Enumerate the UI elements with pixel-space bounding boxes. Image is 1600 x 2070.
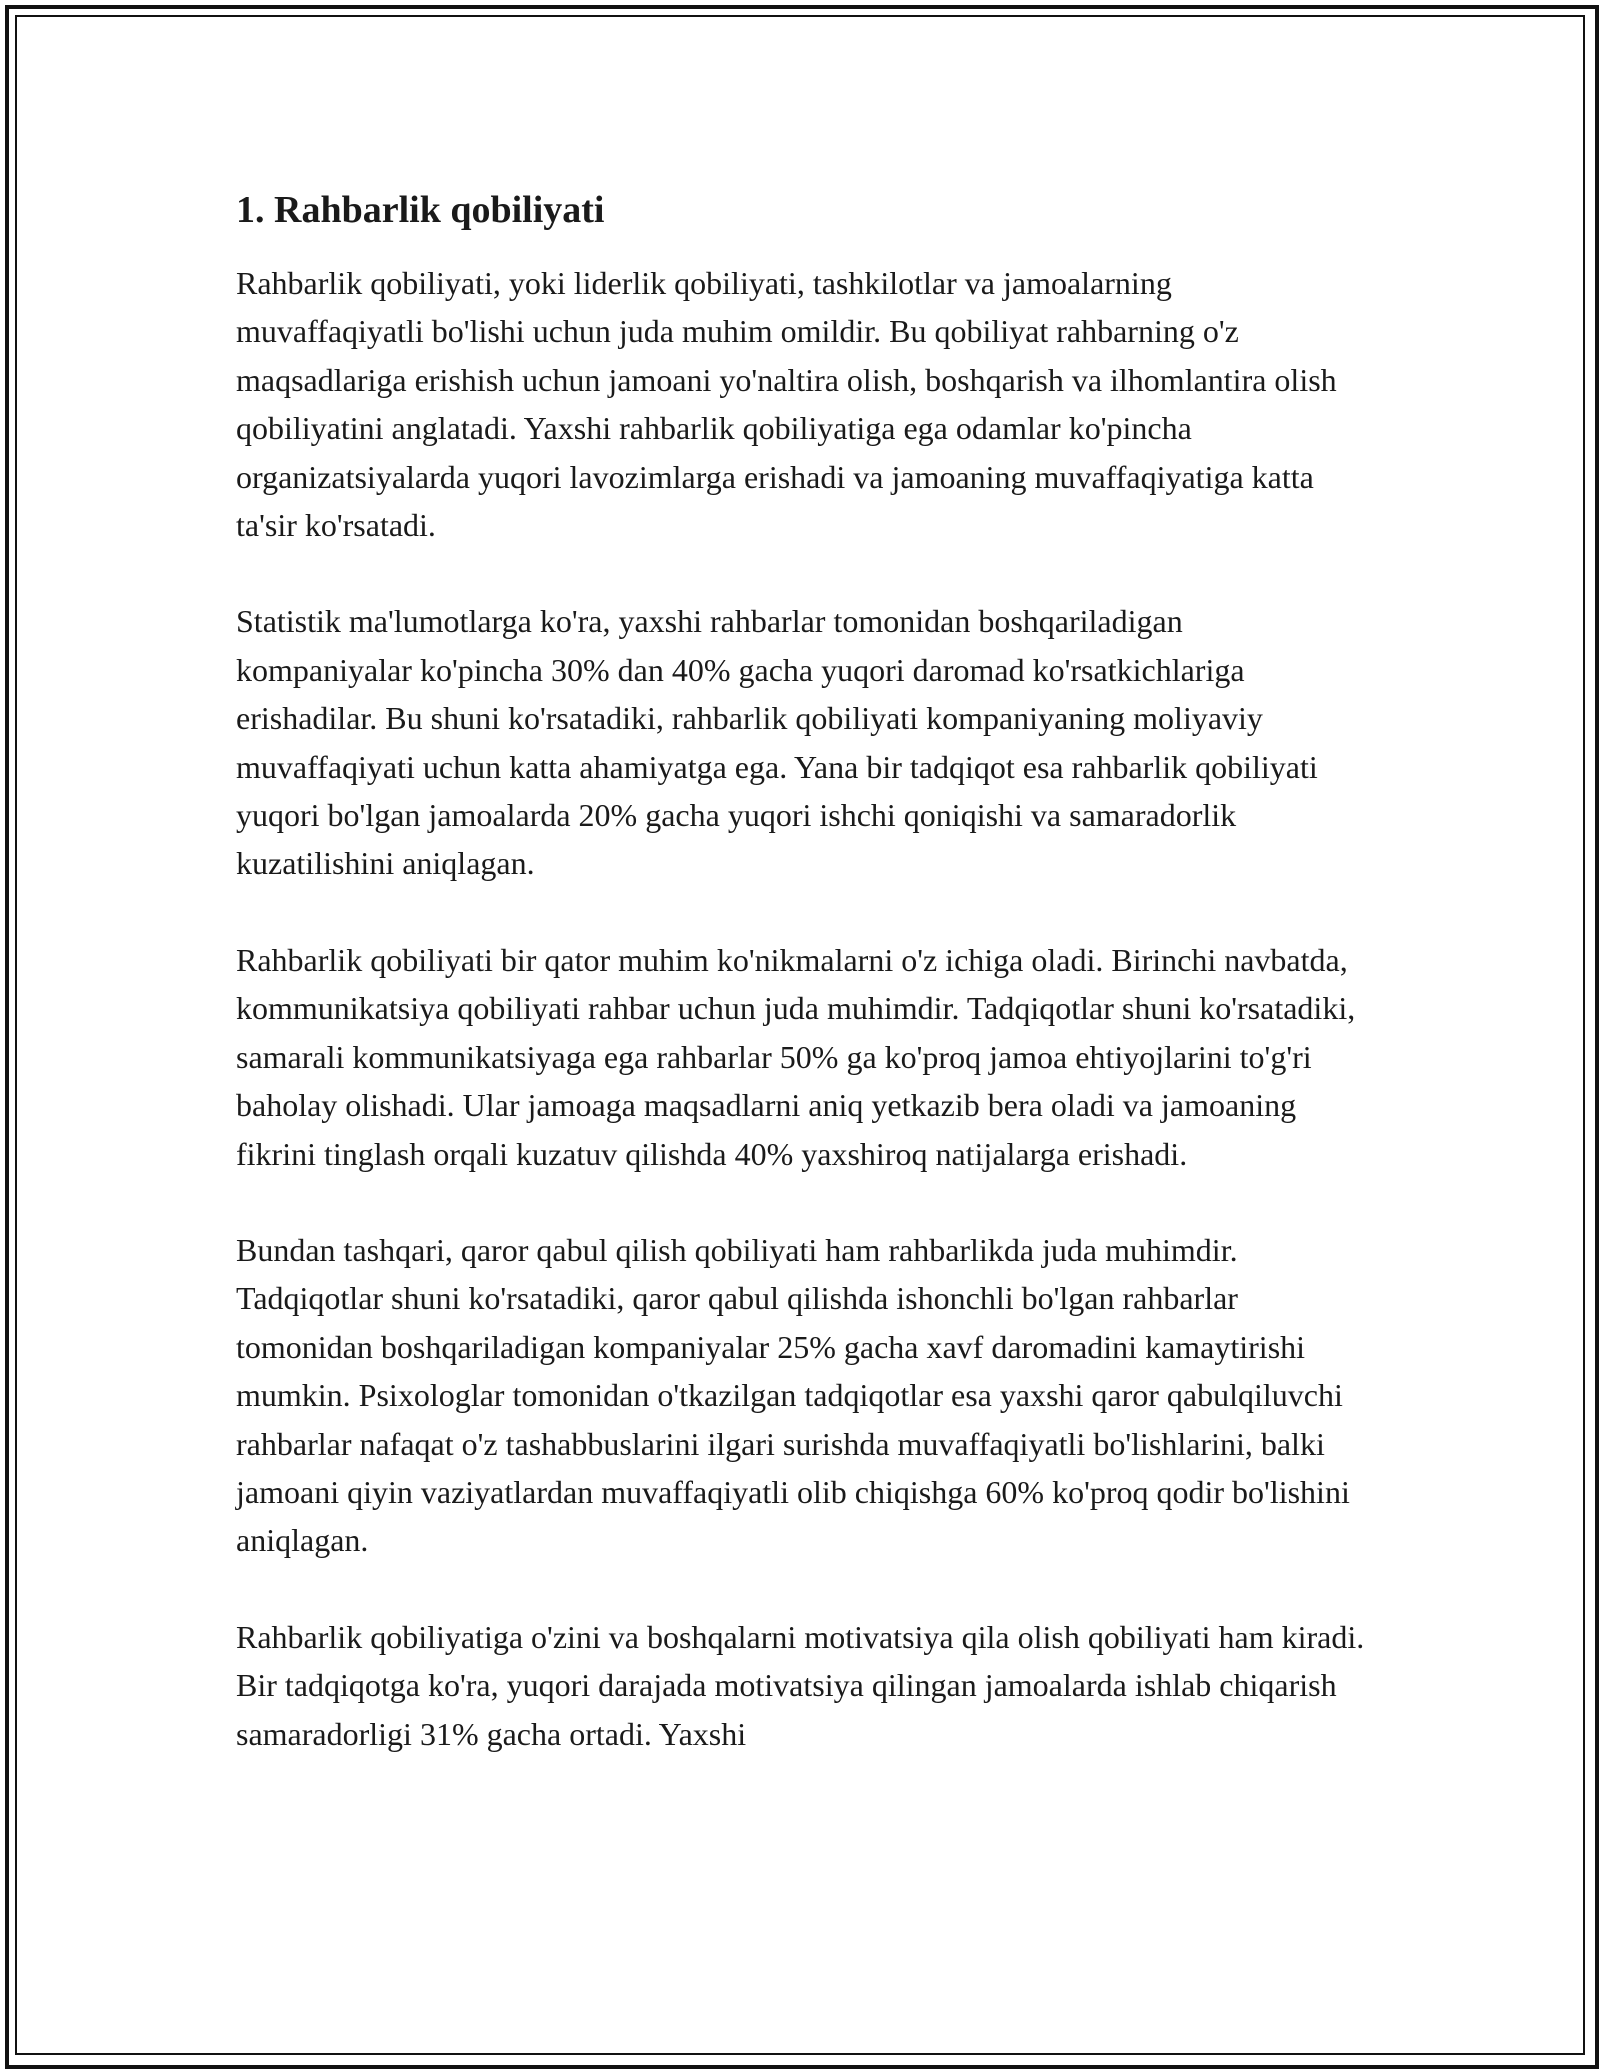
paragraph-intro: Rahbarlik qobiliyati, yoki liderlik qobiliyati, tashkilotlar va jamoalarning muvaffaqiyatli bo'lishi uchun juda muhim omildir. Bu qobiliyat rahbarning o'z maqsadlariga erishish uchun jamoani yo'naltira olish, boshqarish va ilhomlantira olish qobiliyatini anglatadi. Yaxshi rahbarlik qobiliyatiga ega odamlar ko'pincha organizatsiyalarda yuqori lavozimlarga erishadi va jamoaning muvaffaqiyatiga katta ta'sir ko'rsatadi.: [236, 265, 1337, 544]
paragraph-communication: Rahbarlik qobiliyati bir qator muhim ko'nikmalarni o'z ichiga oladi. Birinchi navbatda, kommunikatsiya qobiliyati rahbar uchun juda muhimdir. Tadqiqotlar shuni ko'rsatadiki, samarali kommunikatsiyaga ega rahbarlar 50% ga ko'proq jamoa ehtiyojlarini to'g'ri baholay olishadi. Ular jamoaga maqsadlarni aniq yetkazib bera oladi va jamoaning fikrini tinglash orqali kuzatuv qilishda 40% yaxshiroq natijalarga erishadi.: [236, 941, 1356, 1172]
paragraph-decision-making: Bundan tashqari, qaror qabul qilish qobiliyati ham rahbarlikda juda muhimdir. Tadqiqotlar shuni ko'rsatadiki, qaror qabul qilishda ishonchli bo'lgan rahbarlar tomonidan boshqariladigan kompaniyalar 25% gacha xavf daromadini kamaytirishi mumkin. Psixologlar tomonidan o'tkazilgan tadqiqotlar esa yaxshi qaror qabulqiluvchi rahbarlar nafaqat o'z tashabbuslarini ilgari surishda muvaffaqiyatli bo'lishlarini, balki jamoani qiyin vaziyatlardan muvaffaqiyatli olib chiqishga 60% ko'proq qodir bo'lishini aniqlagan.: [236, 1231, 1350, 1559]
paragraph-motivation: Rahbarlik qobiliyatiga o'zini va boshqalarni motivatsiya qila olish qobiliyati ham kiradi. Bir tadqiqotga ko'ra, yuqori darajada motivatsiya qilingan jamoalarda ishlab chiqarish samaradorligi 31% gacha ortadi. Yaxshi: [236, 1618, 1365, 1752]
section-heading: 1. Rahbarlik qobiliyati: [236, 189, 605, 231]
document-body: [236, 185, 1366, 1806]
paragraph-statistics: Statistik ma'lumotlarga ko'ra, yaxshi rahbarlar tomonidan boshqariladigan kompaniyalar ko'pincha 30% dan 40% gacha yuqori daromad ko'rsatkichlariga erishadilar. Bu shuni ko'rsatadiki, rahbarlik qobiliyati kompaniyaning moliyaviy muvaffaqiyati uchun katta ahamiyatga ega. Yana bir tadqiqot esa rahbarlik qobiliyati yuqori bo'lgan jamoalarda 20% gacha yuqori ishchi qoniqishi va samaradorlik kuzatilishini aniqlagan.: [236, 603, 1318, 882]
